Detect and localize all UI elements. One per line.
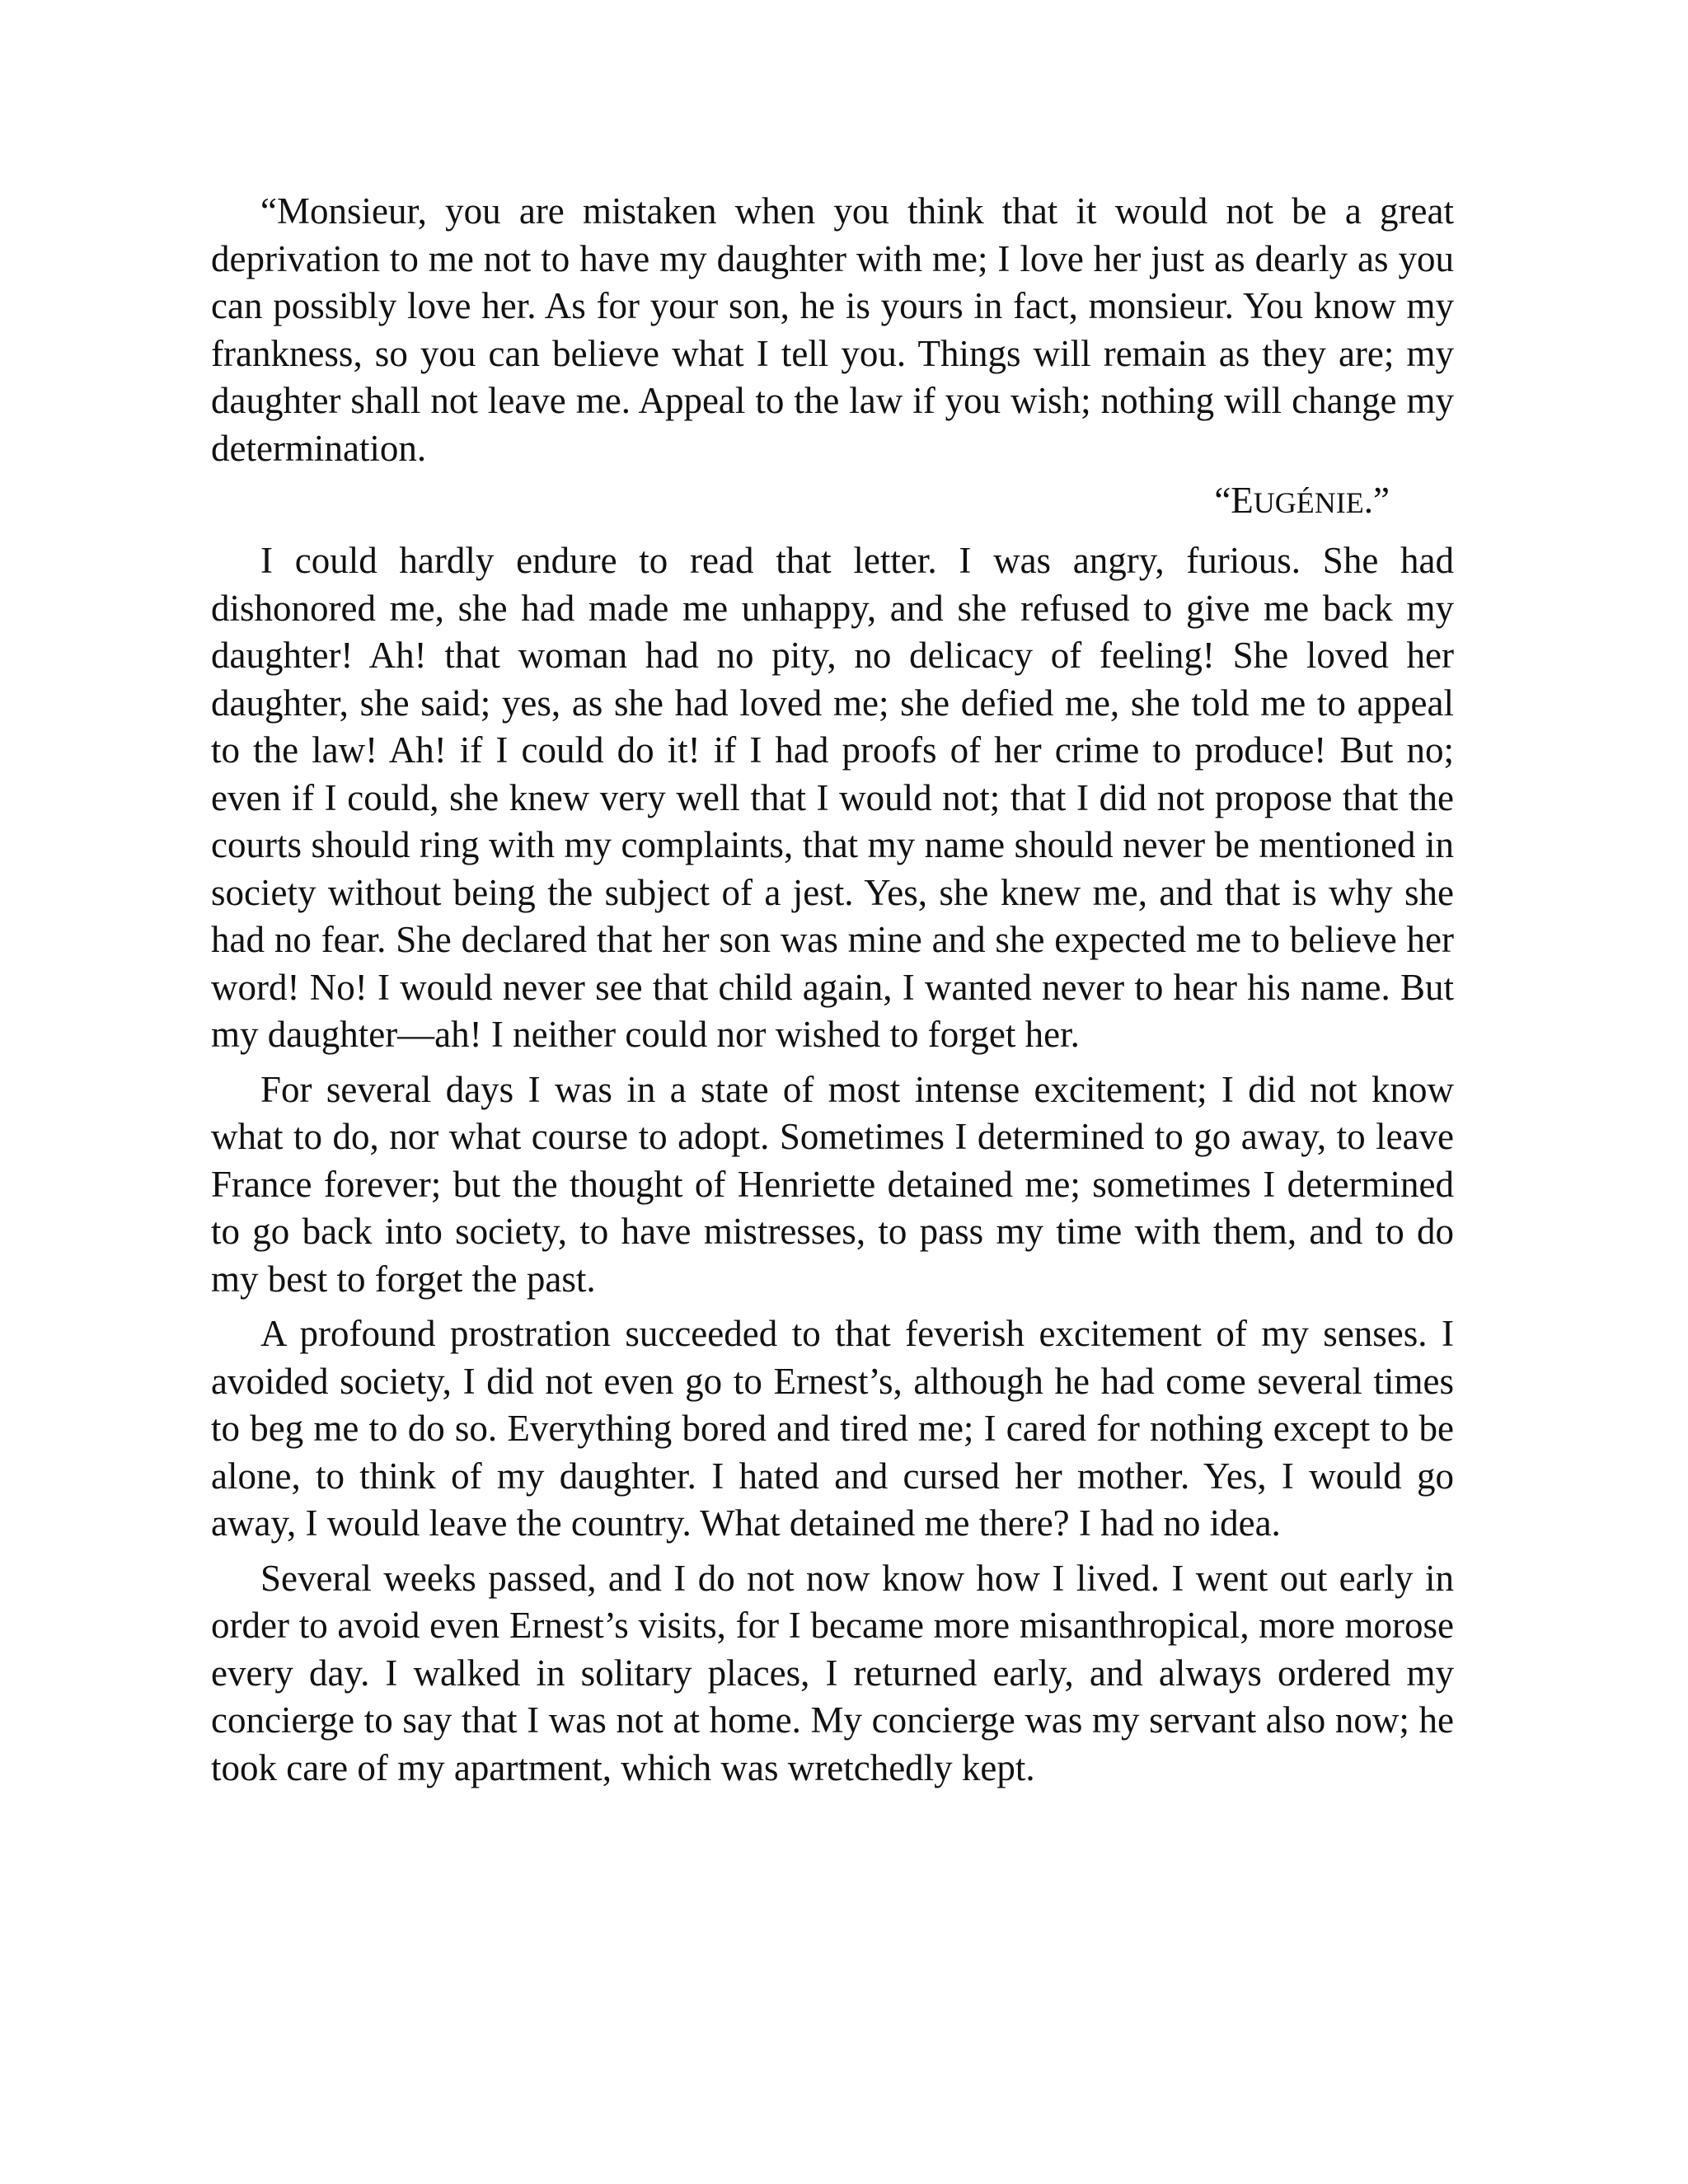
letter-signature [211, 476, 1454, 527]
signature-smallcaps: UGÉNIE [1253, 486, 1364, 519]
letter-paragraph: “Monsieur, you are mistaken when you think that it would not be a great deprivation to me not to have my daughter with me; I love her just as dearly as you can possibly love her. As for your son, he is yours in fact, monsieur. You know my frankness, so you can believe what I tell you. Things will remain as they are; my daughter shall not leave me. Appeal to the law if you wish; nothing will change my determination. [211, 190, 1454, 469]
paragraph: For several days I was in a state of most intense excitement; I did not know what to do, nor what course to adopt. Sometimes I determined to go away, to leave France forever; but the thought of Henriette detained me; sometimes I determined to go back into society, to have mistresses, to pass my time with them, and to do my best to forget the past. [211, 1068, 1454, 1300]
paragraph: I could hardly endure to read that letter. I was angry, furious. She had dishonored me, she had made me unhappy, and she refused to give me back my daughter! Ah! that woman had no pity, no delicacy of feeling! She loved her daughter, she said; yes, as she had loved me; she defied me, she told me to appeal to the law! Ah! if I could do it! if I had proofs of her crime to produce! But no; even if I could, she knew very well that I would not; that I did not propose that the courts should ring with my complaints, that my name should never be mentioned in society without being the subject of a jest. Yes, she knew me, and that is why she had no fear. She declared that her son was mine and she expected me to believe her word! No! I would never see that child again, I wanted never to hear his name. But my daughter—ah! I neither could nor wished to forget her. [211, 540, 1454, 1055]
page-text [211, 188, 1454, 1792]
signature-close: .” [1363, 480, 1390, 521]
signature-open: “E [1214, 480, 1254, 521]
paragraph: Several weeks passed, and I do not now know how I lived. I went out early in order to avoid even Ernest’s visits, for I became more misanthropical, more morose every day. I walked in solitary places, I returned early, and always ordered my concierge to say that I was not at home. My concierge was my servant also now; he took care of my apartment, which was wretchedly kept. [211, 1557, 1454, 1788]
paragraph: A profound prostration succeeded to that feverish excitement of my senses. I avoided society, I did not even go to Ernest’s, although he had come several times to beg me to do so. Everything bored and tired me; I cared for nothing except to be alone, to think of my daughter. I hated and cursed her mother. Yes, I would go away, I would leave the country. What detained me there? I had no idea. [211, 1313, 1454, 1544]
